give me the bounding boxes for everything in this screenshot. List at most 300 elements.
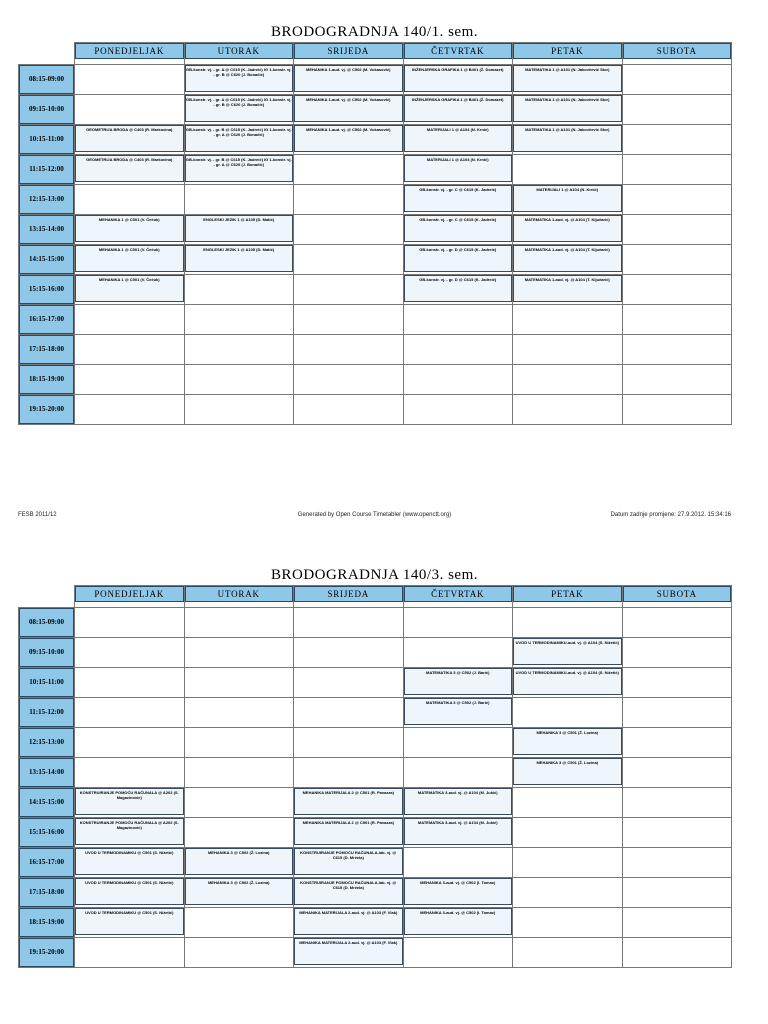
schedule-cell — [403, 305, 513, 335]
header-row — [19, 586, 732, 608]
schedule-cell — [75, 938, 185, 968]
day-label: SRIJEDA — [294, 43, 403, 59]
schedule-cell — [513, 305, 623, 335]
course-event[interactable]: GB-konstr. vj. - gr. D @ C615 (K. Jadreić) — [404, 275, 513, 302]
course-event[interactable]: UVOD U TERMODINAMIKU @ C501 (S. Nižetić) — [75, 908, 184, 935]
course-event[interactable]: KONSTRUIRANJE POMOĆU RAČUNALA @ A202 (S. Magazinović) — [75, 818, 184, 845]
time-label: 10:15-11:00 — [19, 668, 74, 697]
time-slot-row — [19, 215, 732, 245]
course-event[interactable]: KONSTRUIRANJE POMOĆU RAČUNALA-lab. vj. @ C615 (D. Mrčela) — [294, 878, 403, 905]
schedule-cell — [294, 788, 404, 818]
day-column-header — [75, 586, 185, 608]
time-slot-row — [19, 638, 732, 668]
schedule-cell — [75, 65, 185, 95]
timetable-title: BRODOGRADNJA 140/3. sem. — [270, 567, 478, 583]
schedule-cell — [75, 908, 185, 938]
time-cell — [19, 848, 75, 878]
schedule-cell — [294, 638, 404, 668]
schedule-cell — [294, 155, 404, 185]
course-event[interactable]: MATEMATIKA 1-aud. vj. @ A104 (T. Ključarić) — [513, 275, 622, 302]
schedule-cell — [294, 818, 404, 848]
schedule-cell — [294, 938, 404, 968]
time-slot-row — [19, 65, 732, 95]
time-label: 08:15-09:00 — [19, 65, 74, 94]
time-slot-row — [19, 608, 732, 638]
schedule-cell — [403, 95, 513, 125]
time-slot-row — [19, 365, 732, 395]
schedule-cell — [403, 215, 513, 245]
schedule-cell — [75, 335, 185, 365]
schedule-cell — [622, 275, 732, 305]
day-label: PETAK — [513, 586, 622, 602]
course-event[interactable]: MEHANIKA 3 @ C501 (Ž. Lozina) — [513, 728, 622, 755]
schedule-cell — [184, 215, 294, 245]
time-label: 14:15-15:00 — [19, 788, 74, 817]
schedule-cell — [184, 818, 294, 848]
schedule-cell — [622, 185, 732, 215]
schedule-cell — [622, 245, 732, 275]
schedule-cell — [294, 275, 404, 305]
schedule-cell — [622, 335, 732, 365]
schedule-cell — [513, 275, 623, 305]
time-label: 09:15-10:00 — [19, 638, 74, 667]
schedule-cell — [403, 638, 513, 668]
schedule-cell — [513, 125, 623, 155]
schedule-cell — [622, 698, 732, 728]
schedule-cell — [622, 305, 732, 335]
time-slot-row — [19, 728, 732, 758]
course-event[interactable]: GB-konstr. vj. - gr. B @ C615 (K. Jadreić) IG 1-konstr. vj. - gr. A @ C620 (J. Bonačić) — [185, 125, 294, 152]
schedule-cell — [75, 365, 185, 395]
time-cell — [19, 608, 75, 638]
course-event[interactable]: MEHANIKA 1-aud. vj. @ C502 (M. Vukasović) — [294, 65, 403, 92]
schedule-cell — [622, 908, 732, 938]
day-label: PETAK — [513, 43, 622, 59]
schedule-cell — [622, 638, 732, 668]
schedule-cell — [403, 275, 513, 305]
day-label: SRIJEDA — [294, 586, 403, 602]
time-cell — [19, 125, 75, 155]
schedule-cell — [184, 155, 294, 185]
header-row — [19, 43, 732, 65]
schedule-cell — [294, 698, 404, 728]
schedule-cell — [513, 65, 623, 95]
time-slot-row — [19, 758, 732, 788]
day-column-header — [294, 586, 404, 608]
schedule-cell — [75, 305, 185, 335]
schedule-cell — [294, 215, 404, 245]
schedule-cell — [75, 215, 185, 245]
day-column-header — [513, 586, 623, 608]
schedule-cell — [403, 848, 513, 878]
day-column-header — [184, 586, 294, 608]
schedule-cell — [75, 395, 185, 425]
schedule-cell — [513, 365, 623, 395]
schedule-cell — [403, 365, 513, 395]
schedule-cell — [184, 788, 294, 818]
schedule-cell — [622, 788, 732, 818]
time-cell — [19, 395, 75, 425]
time-label: 15:15-16:00 — [19, 275, 74, 304]
time-cell — [19, 155, 75, 185]
course-event[interactable]: MATEMATIKA 3-aud. vj. @ A104 (M. Jukić) — [404, 818, 513, 845]
time-cell — [19, 65, 75, 95]
schedule-cell — [75, 608, 185, 638]
schedule-cell — [184, 638, 294, 668]
schedule-cell — [184, 608, 294, 638]
schedule-cell — [403, 878, 513, 908]
schedule-cell — [75, 758, 185, 788]
schedule-cell — [294, 848, 404, 878]
schedule-cell — [403, 335, 513, 365]
corner-cell — [19, 43, 75, 65]
course-event[interactable]: GEOMETRIJA BRODA @ C403 (R. Markovina) — [75, 155, 184, 182]
schedule-cell — [294, 65, 404, 95]
schedule-cell — [403, 668, 513, 698]
course-event[interactable]: MEHANIKA 1-aud. vj. @ C502 (M. Vukasović) — [294, 125, 403, 152]
timetable-sem1 — [18, 22, 731, 425]
schedule-cell — [513, 155, 623, 185]
day-column-header — [622, 43, 732, 65]
footer-left: FESB 2011/12 — [18, 512, 57, 518]
time-slot-row — [19, 95, 732, 125]
time-cell — [19, 638, 75, 668]
schedule-cell — [75, 125, 185, 155]
schedule-cell — [294, 365, 404, 395]
day-label: ČETVRTAK — [404, 586, 513, 602]
schedule-cell — [622, 215, 732, 245]
time-slot-row — [19, 185, 732, 215]
course-event[interactable]: KONSTRUIRANJE POMOĆU RAČUNALA-lab. vj. @ C615 (D. Mrčela) — [294, 848, 403, 875]
day-column-header — [294, 43, 404, 65]
schedule-cell — [75, 95, 185, 125]
timetable-title: BRODOGRADNJA 140/1. sem. — [270, 24, 478, 40]
time-slot-row — [19, 818, 732, 848]
course-event[interactable]: MEHANIKA 3 @ C502 (Ž. Lozina) — [185, 878, 294, 905]
time-cell — [19, 275, 75, 305]
course-event[interactable]: GEOMETRIJA BRODA @ C403 (R. Markovina) — [75, 125, 184, 152]
time-label: 08:15-09:00 — [19, 608, 74, 637]
day-column-header — [513, 43, 623, 65]
schedule-cell — [622, 818, 732, 848]
schedule-cell — [75, 818, 185, 848]
time-cell — [19, 215, 75, 245]
schedule-cell — [294, 728, 404, 758]
course-event[interactable]: MEHANIKA 1 @ C501 (V. Čečuk) — [75, 215, 184, 242]
schedule-cell — [75, 788, 185, 818]
day-label: PONEDJELJAK — [75, 43, 184, 59]
schedule-cell — [403, 245, 513, 275]
time-slot-row — [19, 938, 732, 968]
course-event[interactable]: GB-konstr. vj. - gr. D @ C615 (K. Jadreić) — [404, 245, 513, 272]
schedule-cell — [403, 125, 513, 155]
time-label: 16:15-17:00 — [19, 848, 74, 877]
course-event[interactable]: MATEMATIKA 3 @ C502 (J. Barić) — [404, 698, 513, 725]
day-label: SUBOTA — [623, 586, 732, 602]
time-cell — [19, 305, 75, 335]
time-slot-row — [19, 305, 732, 335]
schedule-cell — [403, 155, 513, 185]
course-event[interactable]: GB-konstr. vj. - gr. A @ C615 (K. Jadreić) IG 1-konstr. vj. - gr. B @ C620 (J. Bonačić) — [185, 65, 294, 92]
schedule-cell — [513, 335, 623, 365]
corner-cell — [19, 586, 75, 608]
schedule-cell — [403, 608, 513, 638]
schedule-cell — [294, 668, 404, 698]
time-cell — [19, 788, 75, 818]
time-slot-row — [19, 668, 732, 698]
schedule-cell — [403, 758, 513, 788]
time-label: 19:15-20:00 — [19, 395, 74, 424]
schedule-cell — [513, 848, 623, 878]
schedule-cell — [403, 728, 513, 758]
schedule-cell — [513, 698, 623, 728]
schedule-cell — [403, 395, 513, 425]
schedule-cell — [622, 668, 732, 698]
time-label: 12:15-13:00 — [19, 728, 74, 757]
schedule-cell — [294, 908, 404, 938]
schedule-cell — [184, 668, 294, 698]
schedule-cell — [622, 365, 732, 395]
schedule-cell — [184, 65, 294, 95]
time-label: 09:15-10:00 — [19, 95, 74, 124]
course-event[interactable]: GB-konstr. vj. - gr. C @ C615 (K. Jadreić) — [404, 185, 513, 212]
schedule-cell — [403, 185, 513, 215]
schedule-cell — [75, 638, 185, 668]
time-slot-row — [19, 788, 732, 818]
course-event[interactable]: MEHANIKA MATERIJALA 2 @ C501 (R. Pavazza) — [294, 788, 403, 815]
day-label: SUBOTA — [623, 43, 732, 59]
time-slot-row — [19, 155, 732, 185]
course-event[interactable]: UVOD U TERMODINAMIKU-aud. vj. @ A104 (S. Nižetić) — [513, 638, 622, 665]
time-slot-row — [19, 245, 732, 275]
schedule-cell — [513, 185, 623, 215]
time-cell — [19, 95, 75, 125]
time-slot-row — [19, 125, 732, 155]
day-column-header — [403, 586, 513, 608]
course-event[interactable]: MATEMATIKA 3 @ C502 (J. Barić) — [404, 668, 513, 695]
schedule-cell — [75, 668, 185, 698]
time-label: 17:15-18:00 — [19, 878, 74, 907]
schedule-cell — [513, 95, 623, 125]
course-event[interactable]: MATEMATIKA 1 @ A101 (N. Jakovčević Stor) — [513, 65, 622, 92]
course-event[interactable]: ENGLESKI JEZIK 1 @ A105 (D. Matić) — [185, 245, 294, 272]
course-event[interactable]: INŽENJERSKA GRAFIKA 1 @ B401 (Ž. Domazet) — [404, 95, 513, 122]
course-event[interactable]: GB-konstr. vj. - gr. C @ C615 (K. Jadreić) — [404, 215, 513, 242]
day-column-header — [622, 586, 732, 608]
schedule-cell — [294, 95, 404, 125]
schedule-cell — [513, 395, 623, 425]
schedule-grid — [18, 585, 732, 968]
time-label: 11:15-12:00 — [19, 698, 74, 727]
schedule-cell — [75, 848, 185, 878]
schedule-cell — [622, 155, 732, 185]
schedule-cell — [184, 908, 294, 938]
course-event[interactable]: MEHANIKA 1 @ C501 (V. Čečuk) — [75, 275, 184, 302]
schedule-cell — [622, 608, 732, 638]
time-slot-row — [19, 908, 732, 938]
course-event[interactable]: MATEMATIKA 1 @ A101 (N. Jakovčević Stor) — [513, 125, 622, 152]
day-column-header — [75, 43, 185, 65]
time-cell — [19, 908, 75, 938]
time-label: 12:15-13:00 — [19, 185, 74, 214]
page-footer — [18, 512, 731, 522]
day-label: UTORAK — [185, 43, 294, 59]
time-label: 10:15-11:00 — [19, 125, 74, 154]
schedule-cell — [513, 938, 623, 968]
schedule-cell — [184, 185, 294, 215]
schedule-cell — [75, 155, 185, 185]
schedule-cell — [513, 758, 623, 788]
schedule-cell — [622, 395, 732, 425]
schedule-grid — [18, 42, 732, 425]
course-event[interactable]: MATEMATIKA 1-aud. vj. @ A104 (T. Ključarić) — [513, 245, 622, 272]
schedule-cell — [622, 728, 732, 758]
time-slot-row — [19, 698, 732, 728]
time-label: 18:15-19:00 — [19, 908, 74, 937]
time-cell — [19, 245, 75, 275]
course-event[interactable]: MEHANIKA 3 @ C501 (Ž. Lozina) — [513, 758, 622, 785]
time-label: 11:15-12:00 — [19, 155, 74, 184]
time-slot-row — [19, 335, 732, 365]
course-event[interactable]: ENGLESKI JEZIK 1 @ A105 (D. Matić) — [185, 215, 294, 242]
schedule-cell — [513, 638, 623, 668]
schedule-cell — [294, 305, 404, 335]
schedule-cell — [513, 788, 623, 818]
schedule-cell — [75, 275, 185, 305]
schedule-cell — [75, 728, 185, 758]
course-event[interactable]: GB-konstr. vj. - gr. A @ C615 (K. Jadreić) IG 1-konstr. vj. - gr. B @ C620 (J. Bonačić) — [185, 95, 294, 122]
timetable-sem3 — [18, 565, 731, 968]
schedule-cell — [622, 848, 732, 878]
schedule-cell — [184, 848, 294, 878]
course-event[interactable]: MATEMATIKA 3-aud. vj. @ A104 (M. Jukić) — [404, 788, 513, 815]
schedule-cell — [294, 245, 404, 275]
schedule-cell — [184, 698, 294, 728]
schedule-cell — [294, 395, 404, 425]
time-cell — [19, 365, 75, 395]
course-event[interactable]: MEHANIKA 1-aud. vj. @ C502 (M. Vukasović) — [294, 95, 403, 122]
schedule-cell — [622, 758, 732, 788]
day-label: ČETVRTAK — [404, 43, 513, 59]
schedule-cell — [513, 908, 623, 938]
time-cell — [19, 698, 75, 728]
time-cell — [19, 758, 75, 788]
course-event[interactable]: MEHANIKA 3-aud. vj. @ C502 (I. Tomac) — [404, 878, 513, 905]
time-label: 17:15-18:00 — [19, 335, 74, 364]
course-event[interactable]: MEHANIKA 3 @ C502 (Ž. Lozina) — [185, 848, 294, 875]
schedule-cell — [622, 65, 732, 95]
schedule-cell — [513, 215, 623, 245]
time-label: 13:15-14:00 — [19, 758, 74, 787]
schedule-cell — [513, 608, 623, 638]
time-label: 13:15-14:00 — [19, 215, 74, 244]
time-cell — [19, 185, 75, 215]
schedule-cell — [513, 728, 623, 758]
schedule-cell — [184, 245, 294, 275]
schedule-cell — [294, 758, 404, 788]
schedule-cell — [184, 938, 294, 968]
time-slot-row — [19, 848, 732, 878]
time-label: 18:15-19:00 — [19, 365, 74, 394]
time-cell — [19, 668, 75, 698]
day-label: PONEDJELJAK — [75, 586, 184, 602]
schedule-cell — [294, 878, 404, 908]
time-label: 15:15-16:00 — [19, 818, 74, 847]
schedule-cell — [184, 758, 294, 788]
schedule-cell — [184, 335, 294, 365]
schedule-cell — [184, 95, 294, 125]
schedule-cell — [403, 788, 513, 818]
time-label: 16:15-17:00 — [19, 305, 74, 334]
schedule-cell — [294, 125, 404, 155]
course-event[interactable]: MEHANIKA MATERIJALA 2-aud. vj. @ A103 (F. Vlak) — [294, 938, 403, 965]
schedule-cell — [622, 878, 732, 908]
schedule-cell — [513, 245, 623, 275]
schedule-cell — [403, 818, 513, 848]
schedule-cell — [622, 125, 732, 155]
schedule-cell — [403, 698, 513, 728]
schedule-cell — [75, 245, 185, 275]
course-event[interactable]: MATEMATIKA 1 @ A101 (N. Jakovčević Stor) — [513, 95, 622, 122]
day-label: UTORAK — [185, 586, 294, 602]
time-cell — [19, 878, 75, 908]
schedule-cell — [184, 305, 294, 335]
course-event[interactable]: MATERIJALI 1 @ A104 (N. Krnić) — [513, 185, 622, 212]
schedule-cell — [75, 698, 185, 728]
schedule-cell — [622, 95, 732, 125]
course-event[interactable]: MATERIJALI 1 @ A104 (N. Krnić) — [404, 125, 513, 152]
course-event[interactable]: UVOD U TERMODINAMIKU-aud. vj. @ A104 (S. Nižetić) — [513, 668, 622, 695]
schedule-cell — [294, 608, 404, 638]
time-cell — [19, 938, 75, 968]
course-event[interactable]: UVOD U TERMODINAMIKU @ C501 (S. Nižetić) — [75, 878, 184, 905]
course-event[interactable]: MEHANIKA 1 @ C501 (V. Čečuk) — [75, 245, 184, 272]
schedule-cell — [294, 185, 404, 215]
course-event[interactable]: KONSTRUIRANJE POMOĆU RAČUNALA @ A202 (S. Magazinović) — [75, 788, 184, 815]
course-event[interactable]: MEHANIKA MATERIJALA 2 @ C501 (R. Pavazza) — [294, 818, 403, 845]
time-slot-row — [19, 395, 732, 425]
schedule-cell — [622, 938, 732, 968]
schedule-cell — [184, 878, 294, 908]
schedule-cell — [184, 125, 294, 155]
time-label: 14:15-15:00 — [19, 245, 74, 274]
day-column-header — [403, 43, 513, 65]
schedule-cell — [184, 395, 294, 425]
course-event[interactable]: GB-konstr. vj. - gr. B @ C615 (K. Jadreić) IG 1-konstr. vj. - gr. A @ C620 (J. Bonačić) — [185, 155, 294, 182]
schedule-cell — [513, 668, 623, 698]
schedule-cell — [184, 275, 294, 305]
schedule-cell — [75, 185, 185, 215]
course-event[interactable]: INŽENJERSKA GRAFIKA 1 @ B401 (Ž. Domazet) — [404, 65, 513, 92]
schedule-cell — [403, 908, 513, 938]
course-event[interactable]: MEHANIKA MATERIJALA 2-aud. vj. @ A103 (F. Vlak) — [294, 908, 403, 935]
time-slot-row — [19, 878, 732, 908]
schedule-cell — [75, 878, 185, 908]
time-cell — [19, 728, 75, 758]
footer-generator: Generated by Open Course Timetabler (www.openctt.org) — [297, 512, 452, 518]
schedule-cell — [184, 728, 294, 758]
footer-last-modified: Datum zadnje promjene: 27.9.2012. 15:34:16 — [610, 512, 731, 518]
schedule-cell — [294, 335, 404, 365]
course-event[interactable]: MATEMATIKA 1-aud. vj. @ A104 (T. Ključarić) — [513, 215, 622, 242]
time-slot-row — [19, 275, 732, 305]
schedule-cell — [513, 818, 623, 848]
course-event[interactable]: MEHANIKA 3-aud. vj. @ C502 (I. Tomac) — [404, 908, 513, 935]
course-event[interactable]: MATERIJALI 1 @ A104 (N. Krnić) — [404, 155, 513, 182]
schedule-cell — [184, 365, 294, 395]
schedule-cell — [403, 65, 513, 95]
course-event[interactable]: UVOD U TERMODINAMIKU @ C501 (S. Nižetić) — [75, 848, 184, 875]
